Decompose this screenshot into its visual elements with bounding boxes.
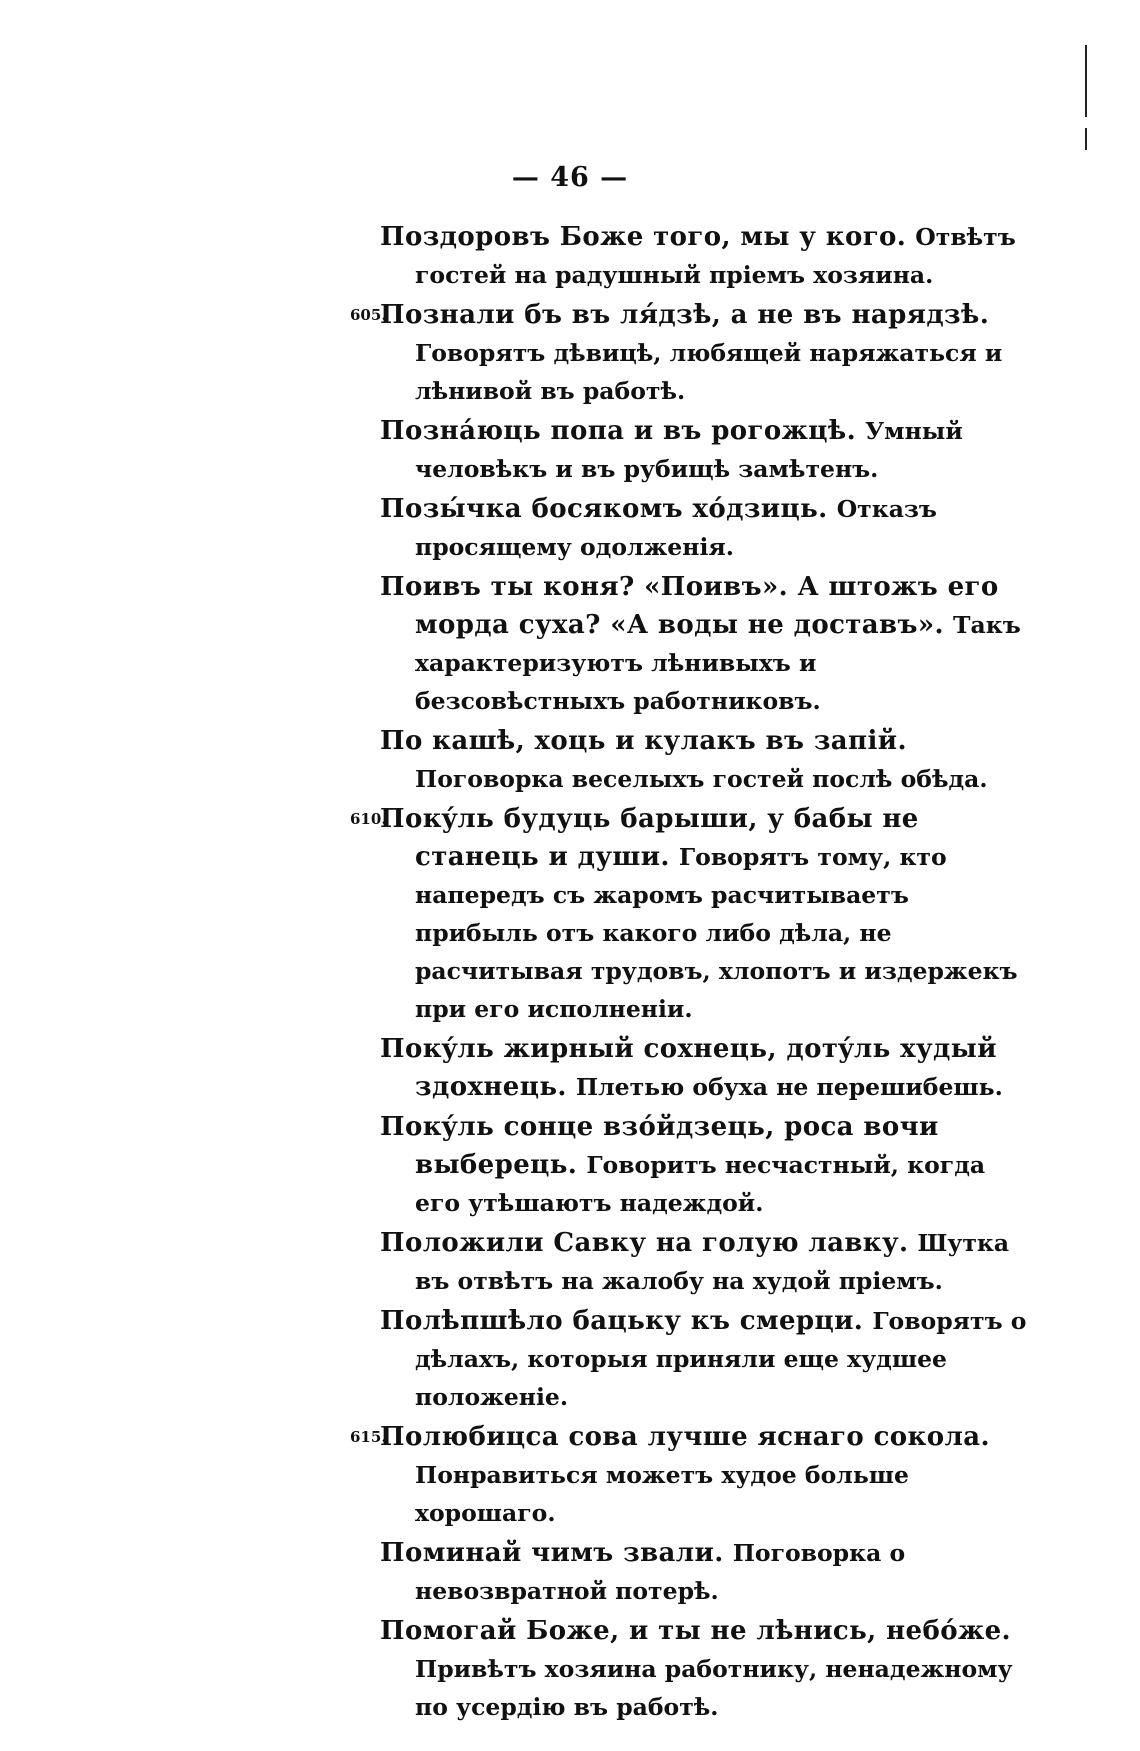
proverb-text: Покýль сонце взо́йдзець, роса вочи выберець. <box>380 1112 939 1180</box>
proverb-explanation: Говоритъ несчастный, когда его утѣшаютъ надеждой. <box>415 1151 986 1217</box>
proverb-entry <box>380 1534 1030 1610</box>
proverb-explanation: Поговорка о невозвратной потерѣ. <box>415 1539 906 1605</box>
proverb-explanation: Говорятъ тому, кто напередъ съ жаромъ расчитываетъ прибыль отъ какого либо дѣла, не расчитывая трудовъ, хлопотъ и издержекъ при его исполненіи. <box>415 843 1018 1023</box>
proverb-text: Позна́юць попа и въ рогожцѣ. <box>380 416 857 446</box>
proverb-list <box>350 218 1030 1728</box>
proverb-explanation: Такъ характеризуютъ лѣнивыхъ и безсовѣстныхъ работниковъ. <box>415 611 1021 715</box>
proverb-entry <box>350 1418 1030 1532</box>
proverb-explanation: Говорятъ дѣвицѣ, любящей наряжаться и лѣнивой въ работѣ. <box>415 339 1003 405</box>
proverb-explanation: Плетью обуха не перешибешь. <box>575 1073 1003 1101</box>
entry-number: 605 . <box>350 296 387 334</box>
entry-number: 610 . <box>350 800 387 838</box>
proverb-explanation: Поговорка веселыхъ гостей послѣ обѣда. <box>415 765 988 793</box>
proverb-text: Покýль жирный сохнець, дотýль худый здохнець. <box>380 1034 997 1102</box>
proverb-entry <box>350 296 1030 410</box>
proverb-explanation: Понравиться можетъ худое больше хорошаго. <box>415 1461 909 1527</box>
proverb-entry <box>350 800 1030 1028</box>
proverb-explanation: Отказъ просящему одолженія. <box>415 495 937 561</box>
scan-edge-tick <box>1085 128 1087 150</box>
proverb-entry <box>380 1612 1030 1726</box>
proverb-entry <box>380 1224 1030 1300</box>
proverb-explanation: Умный человѣкъ и въ рубищѣ замѣтенъ. <box>415 417 963 483</box>
proverb-text: Полюбицса сова лучше яснаго сокола. <box>380 1422 990 1452</box>
entry-number: 615 . <box>350 1418 387 1456</box>
proverb-text: По кашѣ, хоць и кулакъ въ запiй. <box>380 726 907 756</box>
proverb-entry <box>380 1030 1030 1106</box>
proverb-entry <box>380 412 1030 488</box>
proverb-text: Поминай чимъ звали. <box>380 1538 724 1568</box>
proverb-entry <box>380 490 1030 566</box>
page-number: — 46 — <box>511 162 629 193</box>
proverb-text: Полѣпшѣло бацьку къ смерци. <box>380 1306 864 1336</box>
proverb-text: Познали бъ въ ля́дзѣ, а не въ нарядзѣ. <box>380 300 990 330</box>
proverb-entry <box>380 1108 1030 1222</box>
proverb-text: Положили Савку на голую лавку. <box>380 1228 909 1258</box>
proverb-text: Покýль будуць барыши, у бабы не станець и души. <box>380 804 919 872</box>
scan-edge-line <box>1085 45 1087 117</box>
proverb-explanation: Шутка въ отвѣтъ на жалобу на худой пріемъ. <box>415 1229 1010 1295</box>
proverb-text: Помогай Боже, и ты не лѣнись, небо́же. <box>380 1616 1011 1646</box>
proverb-entry <box>380 722 1030 798</box>
proverb-entry <box>380 568 1030 720</box>
proverb-text: Поивъ ты коня? «Поивъ». А штожъ его морда суха? «А воды не доставъ». <box>380 572 999 640</box>
proverb-entry <box>380 1302 1030 1416</box>
proverb-explanation: Привѣтъ хозяина работнику, ненадежному по усердію въ работѣ. <box>415 1655 1013 1721</box>
proverb-text: Поздоровъ Боже того, мы у кого. <box>380 222 907 252</box>
proverb-entry <box>380 218 1030 294</box>
proverb-explanation: Отвѣтъ гостей на радушный пріемъ хозяина. <box>415 223 1016 289</box>
proverb-explanation: Говорятъ о дѣлахъ, которыя приняли еще худшее положеніе. <box>415 1307 1027 1411</box>
proverb-text: Позы́чка босякомъ хо́дзиць. <box>380 494 828 524</box>
